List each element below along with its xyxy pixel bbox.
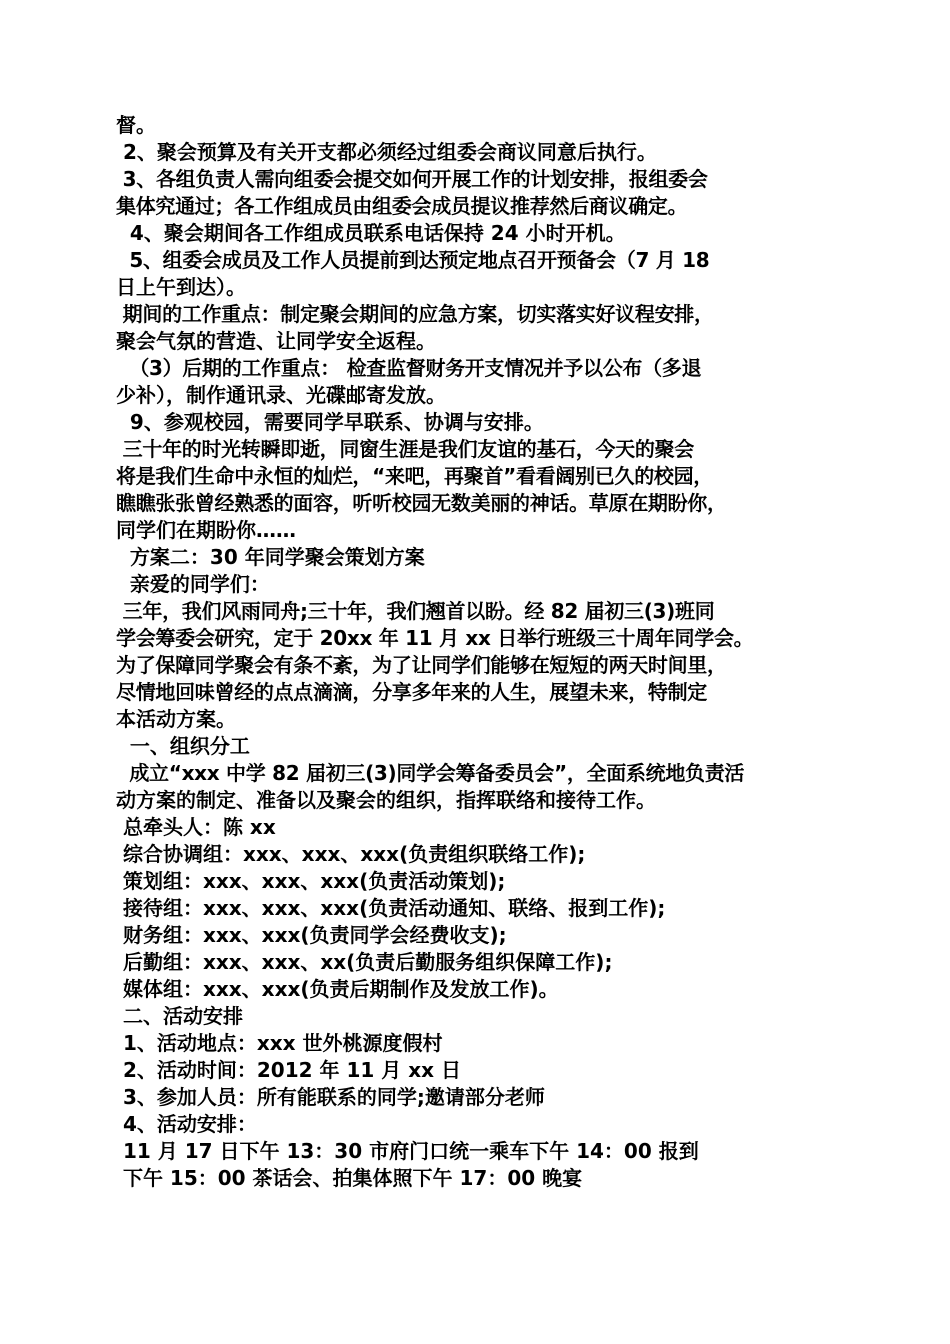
text-line: （3）后期的工作重点： 检查监督财务开支情况并予以公布（多退 — [116, 356, 702, 380]
text-line: 接待组：xxx、xxx、xxx(负责活动通知、联络、报到工作); — [116, 896, 666, 920]
text-line: 9、参观校园，需要同学早联系、协调与安排。 — [116, 410, 544, 434]
text-line: 集体究通过；各工作组成员由组委会成员提议推荐然后商议确定。 — [116, 194, 688, 218]
text-line: 财务组：xxx、xxx(负责同学会经费收支); — [116, 923, 507, 947]
text-line: 2、聚会预算及有关开支都必须经过组委会商议同意后执行。 — [116, 140, 657, 164]
section-heading: 二、活动安排 — [116, 1004, 243, 1028]
text-line: 3、参加人员：所有能联系的同学;邀请部分老师 — [116, 1085, 545, 1109]
text-line: 总牵头人：陈 xx — [116, 815, 276, 839]
salutation: 亲爱的同学们： — [116, 572, 270, 596]
text-line: 三年，我们风雨同舟;三十年，我们翘首以盼。经 82 届初三(3)班同 — [116, 599, 715, 623]
text-line: 瞧瞧张张曾经熟悉的面容，听听校园无数美丽的神话。草原在期盼你， — [116, 491, 727, 515]
text-line: 综合协调组：xxx、xxx、xxx(负责组织联络工作); — [116, 842, 586, 866]
text-line: 4、活动安排： — [116, 1112, 257, 1136]
text-line: 日上午到达）。 — [116, 275, 246, 299]
text-line: 本活动方案。 — [116, 707, 236, 731]
text-line: 下午 15：00 茶话会、拍集体照下午 17：00 晚宴 — [116, 1166, 583, 1190]
section-heading: 一、组织分工 — [116, 734, 250, 758]
text-line: 聚会气氛的营造、让同学安全返程。 — [116, 329, 436, 353]
text-line: 期间的工作重点：制定聚会期间的应急方案，切实落实好议程安排， — [116, 302, 714, 326]
text-line: 策划组：xxx、xxx、xxx(负责活动策划); — [116, 869, 506, 893]
text-line: 同学们在期盼你…… — [116, 518, 296, 542]
text-line: 动方案的制定、准备以及聚会的组织，指挥联络和接待工作。 — [116, 788, 656, 812]
text-line: 将是我们生命中永恒的灿烂，“来吧，再聚首”看看阔别已久的校园， — [116, 464, 713, 488]
text-line: 3、各组负责人需向组委会提交如何开展工作的计划安排，报组委会 — [116, 167, 708, 191]
text-line: 后勤组：xxx、xxx、xx(负责后勤服务组织保障工作); — [116, 950, 613, 974]
text-line: 三十年的时光转瞬即逝，同窗生涯是我们友谊的基石，今天的聚会 — [116, 437, 694, 461]
document-body — [116, 112, 846, 1192]
section-heading: 方案二：30 年同学聚会策划方案 — [116, 545, 425, 569]
text-line: 5、组委会成员及工作人员提前到达预定地点召开预备会（7 月 18 — [116, 248, 710, 272]
text-line: 学会筹委会研究，定于 20xx 年 11 月 xx 日举行班级三十周年同学会。 — [116, 626, 754, 650]
text-line: 为了保障同学聚会有条不紊，为了让同学们能够在短短的两天时间里， — [116, 653, 727, 677]
text-line: 2、活动时间：2012 年 11 月 xx 日 — [116, 1058, 461, 1082]
text-line: 少补），制作通讯录、光碟邮寄发放。 — [116, 383, 446, 407]
text-line: 11 月 17 日下午 13：30 市府门口统一乘车下午 14：00 报到 — [116, 1139, 699, 1163]
text-line: 成立“xxx 中学 82 届初三(3)同学会筹备委员会”，全面系统地负责活 — [116, 761, 745, 785]
text-line: 尽情地回味曾经的点点滴滴，分享多年来的人生，展望未来，特制定 — [116, 680, 707, 704]
text-line: 媒体组：xxx、xxx(负责后期制作及发放工作)。 — [116, 977, 559, 1001]
text-line: 督。 — [116, 113, 156, 137]
text-line: 1、活动地点：xxx 世外桃源度假村 — [116, 1031, 443, 1055]
text-line: 4、聚会期间各工作组成员联系电话保持 24 小时开机。 — [116, 221, 626, 245]
